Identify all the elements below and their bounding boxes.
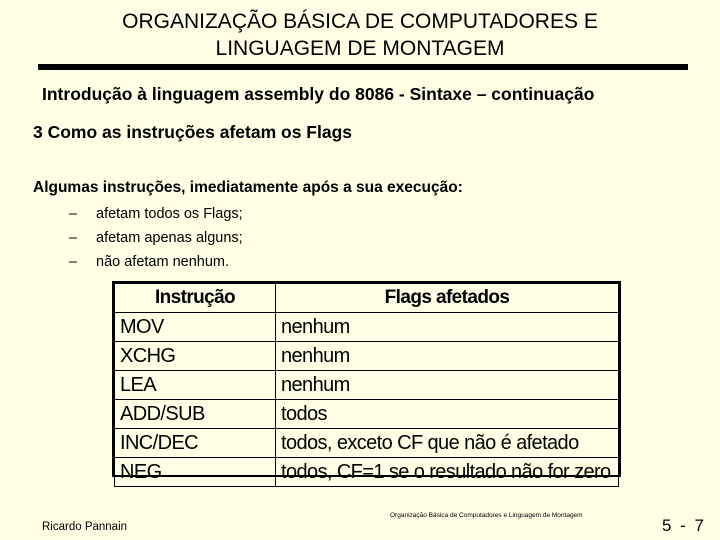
bullet-item [69,228,243,252]
cell-flags: todos [276,400,619,429]
bullet-item [69,252,243,276]
title-divider [38,64,688,70]
section-heading: 3 Como as instruções afetam os Flags [33,122,352,142]
slide-title-line-1: ORGANIZAÇÃO BÁSICA DE COMPUTADORES E [122,10,598,33]
cell-instruction: ADD/SUB [115,400,276,429]
cell-flags: nenhum [276,371,619,400]
footer-author: Ricardo Pannain [42,521,128,533]
table-row [115,458,619,487]
table-row [115,400,619,429]
cell-instruction: LEA [115,371,276,400]
cell-flags: nenhum [276,342,619,371]
bullet-text: não afetam nenhum. [96,254,230,270]
cell-instruction: MOV [115,313,276,342]
slide-title [40,8,680,62]
bullet-list [69,204,243,276]
table-row [115,342,619,371]
table-row [115,371,619,400]
flags-table [112,281,621,483]
cell-flags: nenhum [276,313,619,342]
bullet-item [69,204,243,228]
slide-title-line-2: LINGUAGEM DE MONTAGEM [215,37,505,60]
footer-course: Organização Básica de Computadores e Linguagem de Montagem [390,512,583,519]
cell-flags: todos, exceto CF que não é afetado [276,429,619,458]
slide-subtitle: Introdução à linguagem assembly do 8086 - Sintaxe – continuação [42,84,595,104]
bullet-dash: – [69,206,78,222]
cell-instruction: NEG [115,458,276,487]
cell-flags: todos, CF=1 se o resultado não for zero [276,458,619,487]
bullet-text: afetam todos os Flags; [96,206,243,222]
header-flags: Flags afetados [276,284,619,313]
cell-instruction: XCHG [115,342,276,371]
table-header-row [115,284,619,313]
header-instruction: Instrução [115,284,276,313]
table-row [115,313,619,342]
flags-table-grid [114,283,619,487]
page-number: 5 - 7 [662,516,707,535]
lead-text: Algumas instruções, imediatamente após a sua execução: [33,179,463,196]
bullet-dash: – [69,254,78,270]
bullet-text: afetam apenas alguns; [96,230,243,246]
cell-instruction: INC/DEC [115,429,276,458]
bullet-dash: – [69,230,78,246]
table-row [115,429,619,458]
